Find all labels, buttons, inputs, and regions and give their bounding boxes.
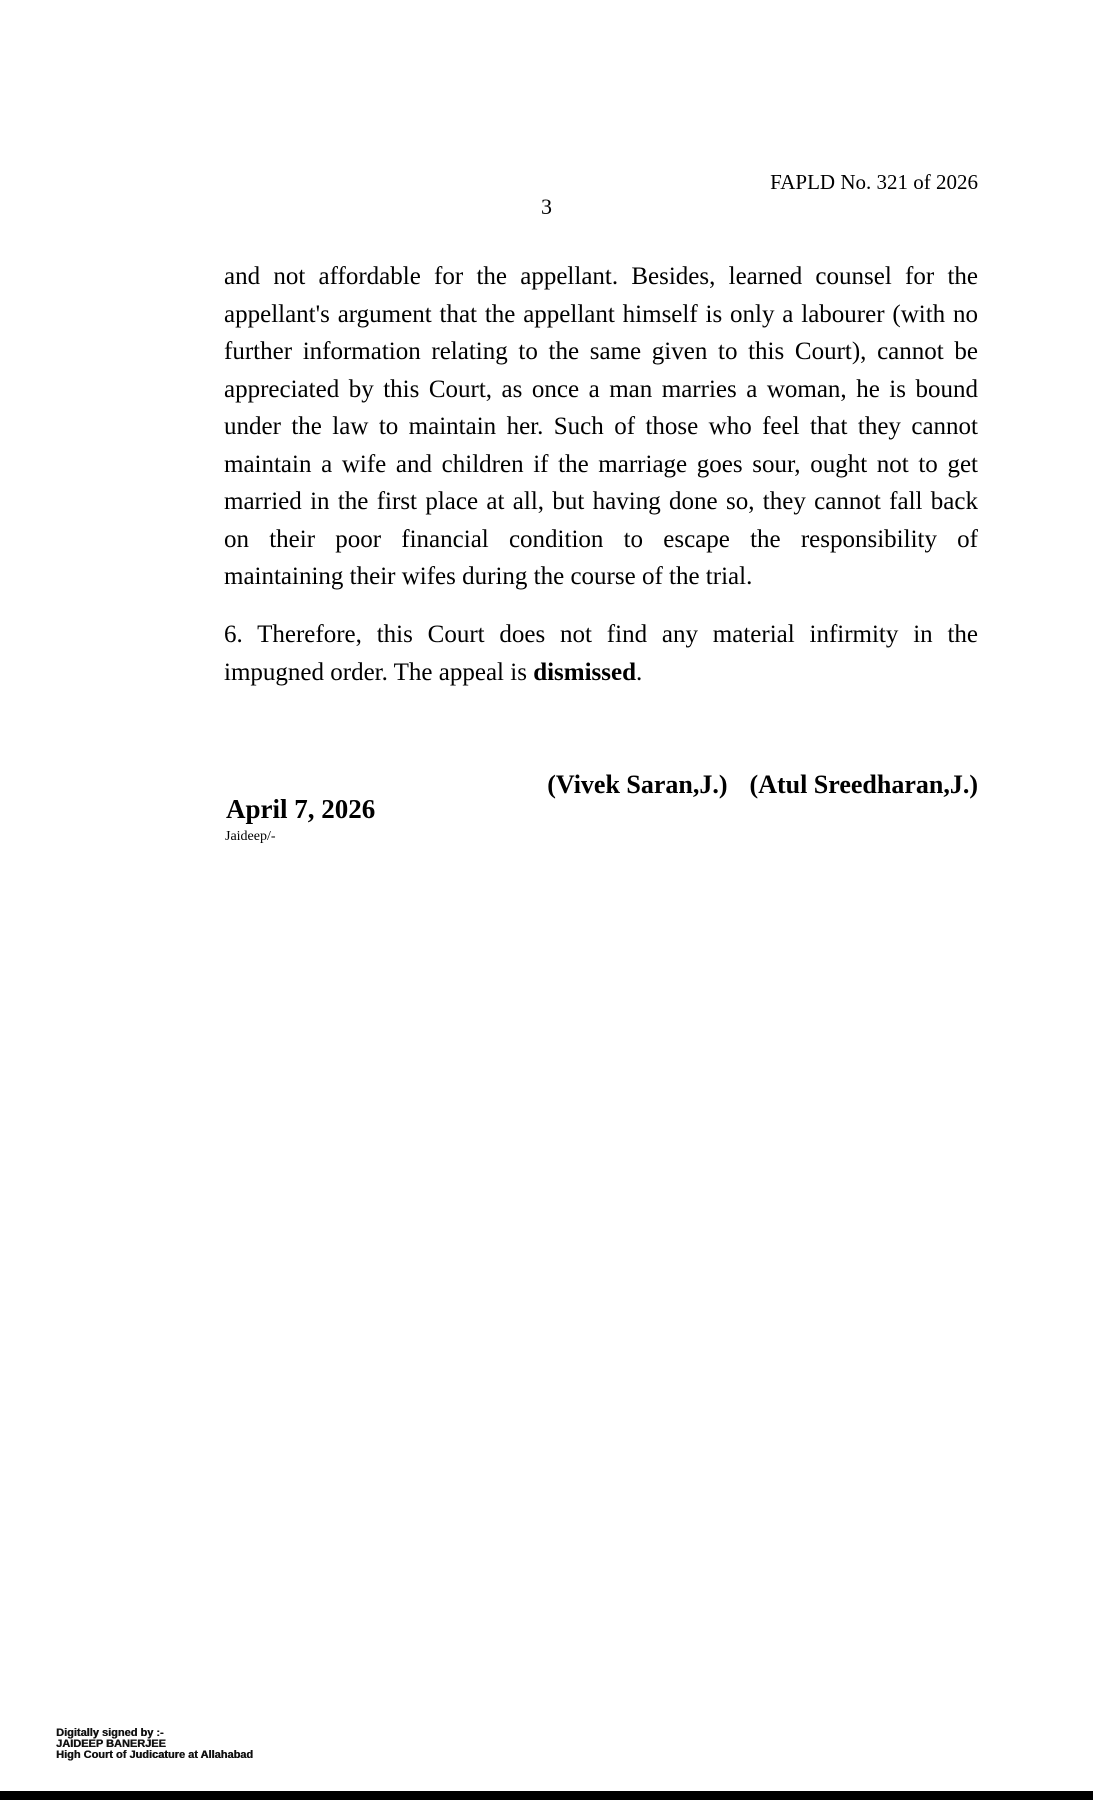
page-bottom-bar [0, 1791, 1093, 1800]
judges-signature-line [547, 770, 978, 800]
digital-signature-line-2: JAIDEEP BANERJEE [56, 1738, 166, 1750]
case-number: FAPLD No. 321 of 2026 [770, 170, 978, 194]
paragraph-line [224, 654, 978, 692]
paragraph-text: impugned order. The appeal is [224, 658, 534, 686]
paragraph-text: . [636, 658, 643, 686]
paragraph-6-body [224, 616, 978, 691]
paragraph-line: appreciated by this Court, as once a man marries a woman, he is bound [224, 375, 978, 403]
paragraph-line: married in the first place at all, but having done so, they cannot fall back [224, 488, 978, 515]
digital-signature-line-1: Digitally signed by :- [56, 1727, 164, 1739]
paragraph-line: and not affordable for the appellant. Besides, learned counsel for the [224, 263, 978, 290]
dismissed-emphasis: dismissed [533, 658, 636, 686]
paragraph-line: 6. Therefore, this Court does not find any material infirmity in the [224, 621, 978, 648]
judge-name-2: (Atul Sreedharan,J.) [749, 770, 978, 799]
paragraph-line: further information relating to the same given to this Court), cannot be [224, 338, 978, 365]
paragraph-line: under the law to maintain her. Such of those who feel that they cannot [224, 413, 978, 440]
paragraph-line: appellant's argument that the appellant himself is only a labourer (with no [224, 300, 978, 328]
paragraph-line: maintain a wife and children if the marriage goes sour, ought not to get [224, 450, 978, 478]
paragraph-line: maintaining their wifes during the course of the trial. [224, 563, 753, 590]
digital-signature-stamp [56, 1728, 253, 1761]
stenographer-initials: Jaideep/- [225, 829, 276, 844]
page-number: 3 [541, 194, 552, 219]
paragraph-5-body [224, 258, 978, 596]
paragraph-line: on their poor financial condition to escape the responsibility of [224, 525, 978, 553]
order-date: April 7, 2026 [226, 794, 376, 824]
digital-signature-line-3: High Court of Judicature at Allahabad [56, 1749, 253, 1761]
judge-name-1: (Vivek Saran,J.) [547, 770, 728, 799]
